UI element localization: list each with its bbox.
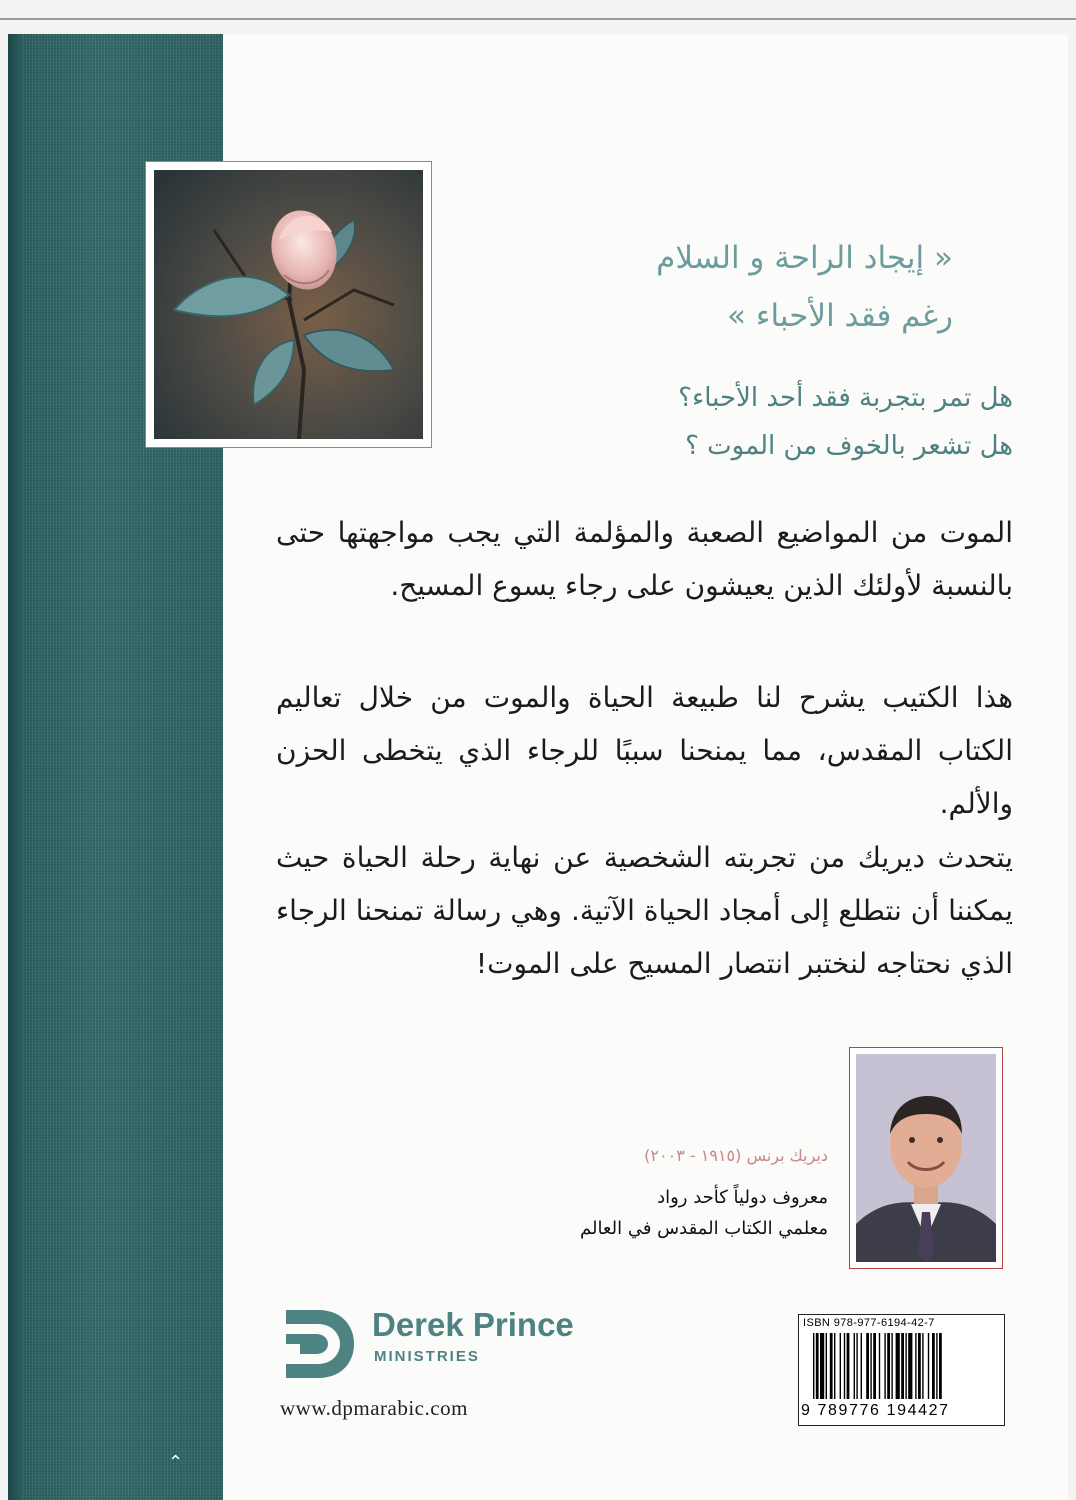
- author-name: ديريك برنس (١٩١٥ - ٢٠٠٣): [644, 1146, 828, 1165]
- flower-image: [154, 170, 423, 439]
- spine-mark-icon: ⌃: [168, 1452, 184, 1473]
- flower-photo: [146, 162, 431, 447]
- questions: [478, 374, 1013, 470]
- website-url: www.dpmarabic.com: [280, 1396, 468, 1420]
- publisher-logo: [280, 1304, 610, 1384]
- author-photo: [850, 1048, 1002, 1268]
- author-portrait: [856, 1054, 996, 1262]
- paragraph-3: يتحدث ديريك من تجربته الشخصية عن نهاية رحلة الحياة حيث يمكننا أن نتطلع إلى أمجاد الحياة الآتية. وهي رسالة تمنحنا الرجاء الذي نحتاجه لنختبر انتصار المسيح على الموت!: [276, 841, 1013, 980]
- barcode-digits: 9 789776 194427: [801, 1402, 950, 1419]
- barcode-bars: [813, 1333, 995, 1399]
- barcode: [798, 1314, 1005, 1426]
- author-desc-line-2: معلمي الكتاب المقدس في العالم: [579, 1218, 828, 1239]
- paragraph-2: هذا الكتيب يشرح لنا طبيعة الحياة والموت من خلال تعاليم الكتاب المقدس، مما يمنحنا سببًا للرجاء الذي يتخطى الحزن والألم.: [276, 681, 1013, 820]
- isbn-text: ISBN 978-977-6194-42-7: [803, 1317, 935, 1329]
- author-desc-line-1: معروف دولياً كأحد رواد: [657, 1187, 828, 1208]
- author-description: [448, 1182, 828, 1244]
- title-line-2: رغم فقد الأحباء »: [727, 298, 953, 334]
- title-line-1: « إيجاد الراحة و السلام: [656, 240, 953, 276]
- book-back-cover: [8, 34, 1068, 1500]
- spine-edge: [8, 34, 22, 1500]
- paragraph-1: الموت من المواضيع الصعبة والمؤلمة التي يجب مواجهتها حتى بالنسبة لأولئك الذين يعيشون على رجاء يسوع المسيح.: [276, 516, 1013, 602]
- dp-logo-icon: [280, 1304, 360, 1384]
- top-border-line: [0, 18, 1076, 20]
- question-1: هل تمر بتجربة فقد أحد الأحباء؟: [678, 383, 1013, 413]
- question-2: هل تشعر بالخوف من الموت ؟: [685, 431, 1013, 461]
- book-title: [488, 229, 953, 345]
- publisher-name: Derek Prince: [372, 1306, 574, 1343]
- publisher-sub: MINISTRIES: [374, 1348, 480, 1365]
